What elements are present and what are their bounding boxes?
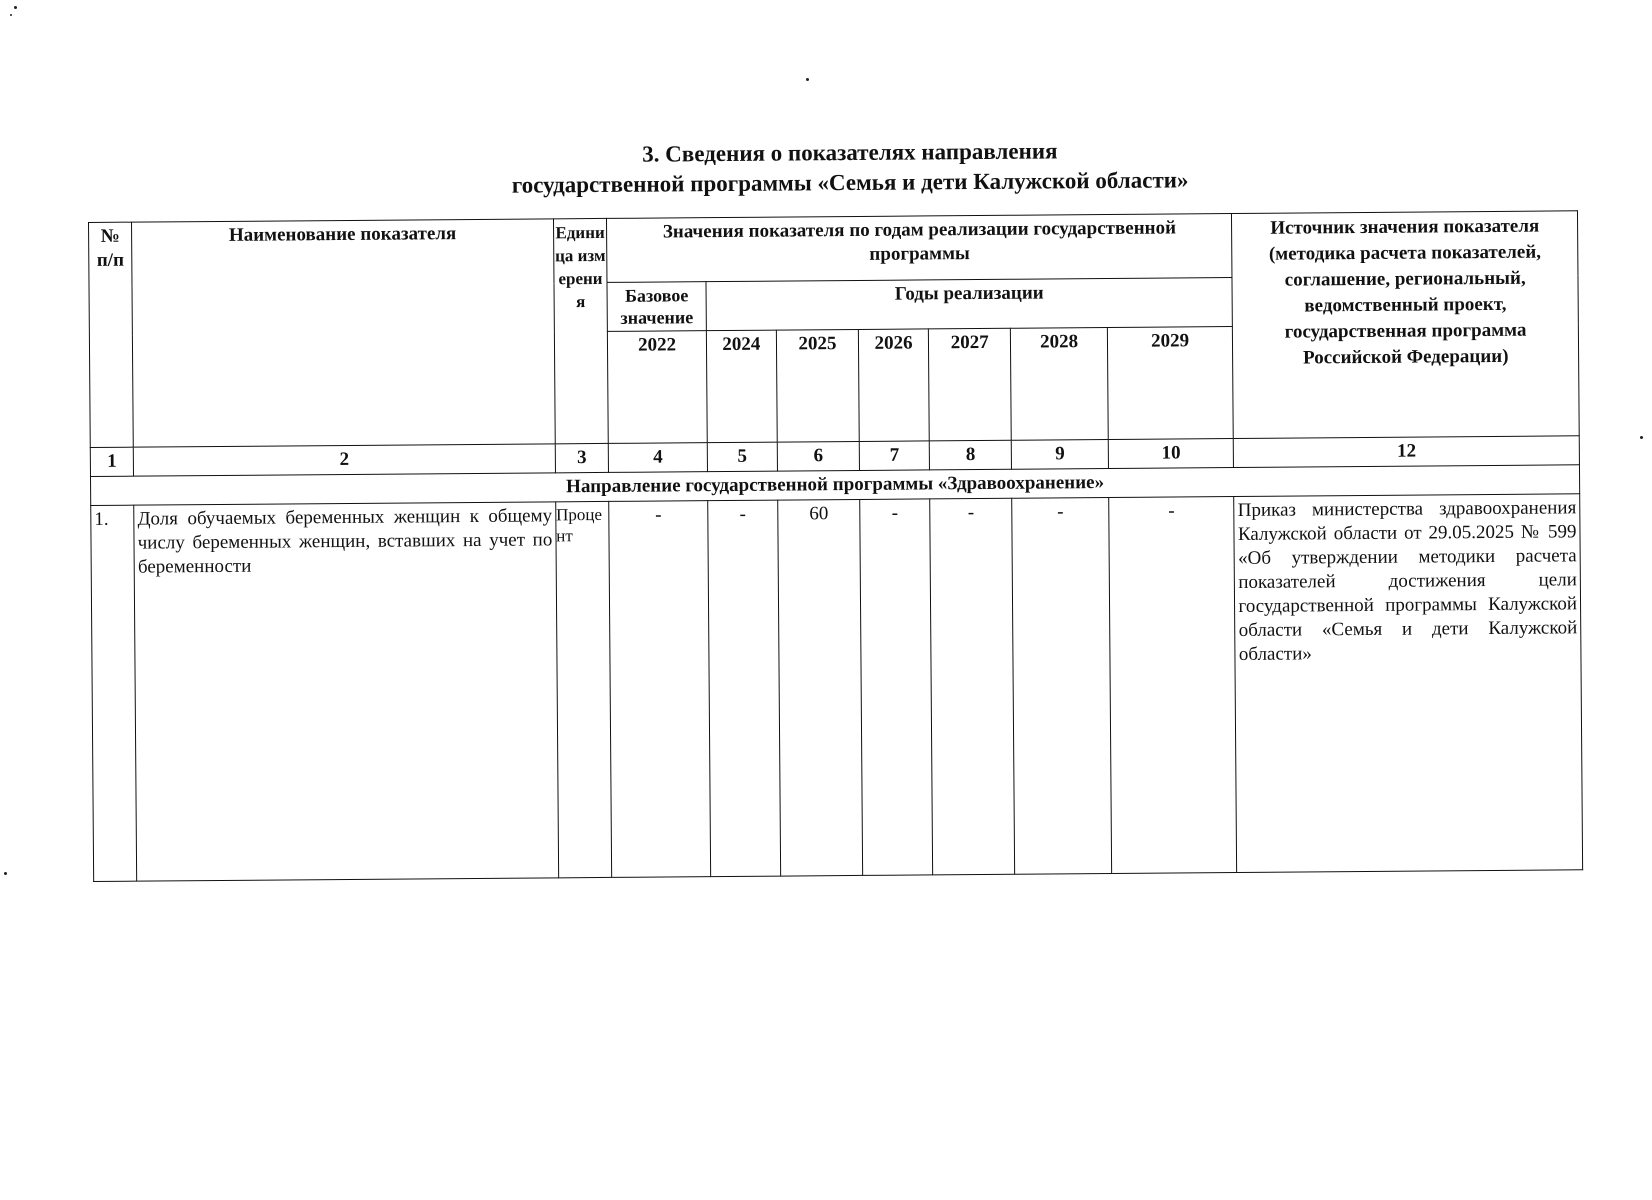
column-number: 9	[1012, 439, 1109, 469]
column-number: 12	[1234, 436, 1580, 468]
row-source: Приказ министерства здравоохранения Калужской области от 29.05.2025 № 599 «Об утверждении методики расчета показателей достижения цели государственной программы Калужской области «Семья и дети Калужской области»	[1234, 494, 1583, 873]
scan-speck	[806, 78, 809, 81]
row-num: 1.	[91, 505, 137, 881]
title-line-2: государственной программы «Семья и дети Калужской области»	[511, 167, 1189, 198]
row-value-2026: -	[860, 499, 933, 876]
header-values-group: Значения показателя по годам реализации государственной программы	[607, 214, 1233, 283]
indicators-table	[88, 210, 1583, 882]
header-source: Источник значения показателя (методика расчета показателей, соглашение, региональный, ведомственный проект, государственная программа Российской Федерации)	[1232, 211, 1579, 439]
title-line-1: 3. Сведения о показателях направления	[642, 138, 1058, 167]
table-row	[91, 494, 1583, 882]
column-number: 2	[133, 444, 555, 476]
header-year-2024: 2024	[706, 330, 777, 443]
row-value-2027: -	[930, 498, 1015, 875]
header-num: № п/п	[89, 222, 134, 447]
header-base: Базовое значение	[607, 282, 706, 332]
header-years-group: Годы реализации	[706, 278, 1233, 331]
row-base-value: -	[609, 501, 711, 878]
column-number: 4	[609, 443, 708, 473]
scan-speck	[10, 14, 12, 16]
row-value-2028: -	[1012, 497, 1112, 874]
column-number: 1	[90, 447, 133, 476]
row-unit: Процент	[555, 501, 611, 877]
scan-speck	[14, 6, 17, 9]
column-number: 8	[929, 440, 1011, 470]
row-value-2025: 60	[778, 499, 863, 876]
section-title: Направление государственной программы «Здравоохранение»	[90, 465, 1579, 506]
header-year-2025: 2025	[776, 329, 859, 442]
indicators-table-wrap	[88, 210, 1583, 882]
header-year-2029: 2029	[1107, 327, 1233, 440]
column-number: 10	[1108, 439, 1234, 469]
document-title	[300, 134, 1400, 203]
row-value-2029: -	[1109, 497, 1237, 874]
header-year-2027: 2027	[928, 328, 1011, 441]
scan-speck	[4, 872, 7, 875]
header-name: Наименование показателя	[132, 219, 555, 447]
column-number: 5	[707, 442, 777, 472]
header-year-2026: 2026	[858, 329, 929, 442]
row-value-2024: -	[708, 500, 781, 877]
column-number: 7	[859, 441, 929, 471]
row-indicator-name: Доля обучаемых беременных женщин к общему числу беременных женщин, вставших на учет по беременности	[134, 502, 559, 881]
column-number: 6	[777, 441, 859, 471]
header-year-2028: 2028	[1011, 327, 1109, 440]
column-number: 3	[555, 443, 609, 472]
header-unit: Единица измерения	[553, 218, 608, 443]
header-base-year: 2022	[608, 331, 708, 444]
scan-speck	[1640, 436, 1643, 439]
